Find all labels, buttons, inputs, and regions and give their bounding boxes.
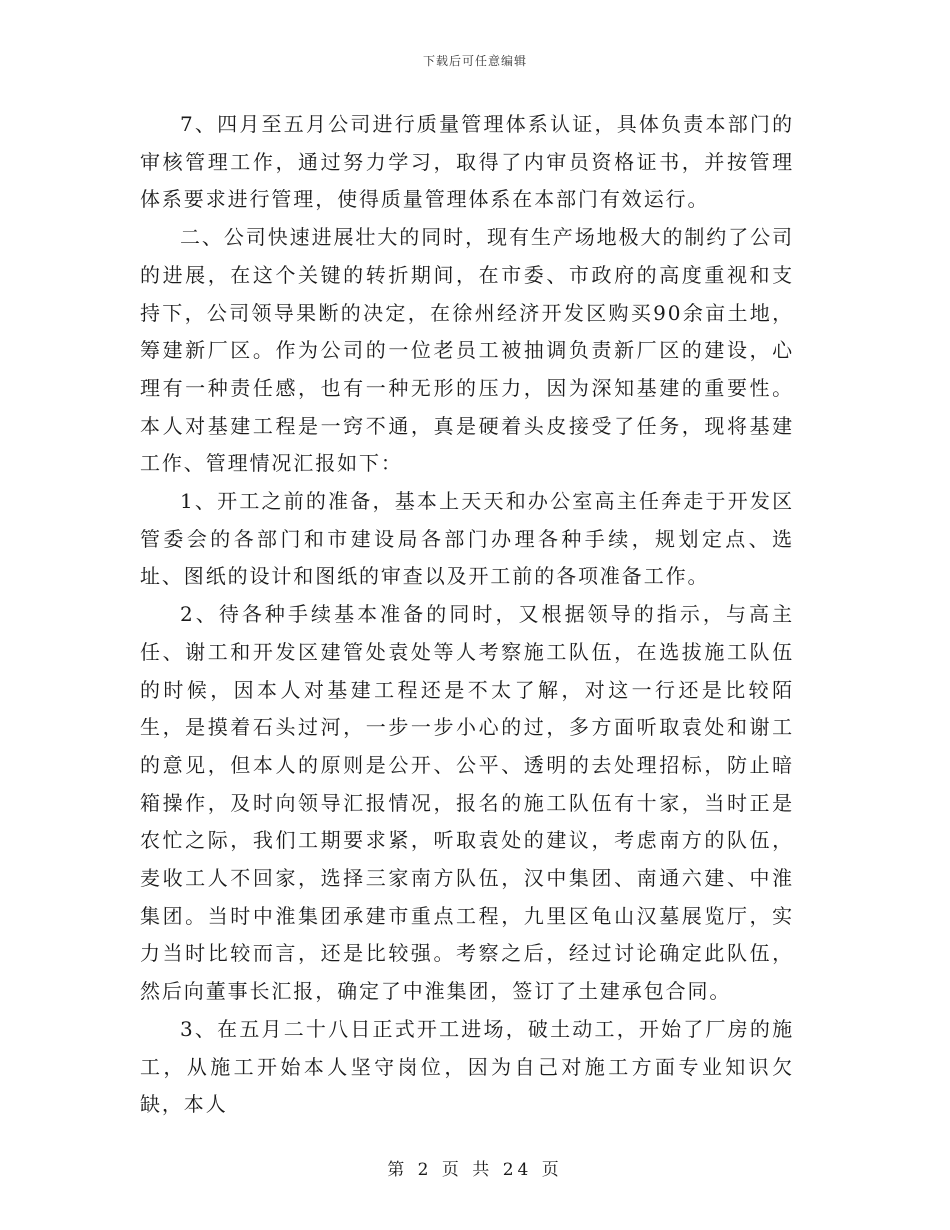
page-header: 下载后可任意编辑 [422, 54, 527, 68]
page-number-footer: 第 2 页 共 24 页 [387, 1160, 563, 1180]
paragraph-quality-certification: 7、四月至五月公司进行质量管理体系认证，具体负责本部门的审核管理工作，通过努力学习，取得了内审员资格证书，并按管理体系要求进行管理，使得质量管理体系在本部门有效运行。 [140, 112, 794, 212]
paragraph-construction-start: 3、在五月二十八日正式开工进场，破土动工，开始了厂房的施工，从施工开始本人坚守岗位，因为自己对施工方面专业知识欠缺，本人 [140, 1016, 794, 1117]
paragraph-preparation: 1、开工之前的准备，基本上天天和办公室高主任奔走于开发区管委会的各部门和市建设局各部门办理各种手续，规划定点、选址、图纸的设计和图纸的审查以及开工前的各项准备工作。 [140, 489, 794, 589]
paragraph-contractor-selection: 2、待各种手续基本准备的同时，又根据领导的指示，与高主任、谢工和开发区建管处袁处等人考察施工队伍，在选拔施工队伍的时候，因本人对基建工程还是不太了解，对这一行还是比较陌生，是摸着石头过河，一步一步小心的过，多方面听取袁处和谢工的意见，但本人的原则是公开、公平、透明的去处理招标，防止暗箱操作，及时向领导汇报情况，报名的施工队伍有十家，当时正是农忙之际，我们工期要求紧，听取袁处的建议，考虑南方的队伍，麦收工人不回家，选择三家南方队伍，汉中集团、南通六建、中淮集团。当时中淮集团承建市重点工程，九里区龟山汉墓展览厅，实力当时比较而言，还是比较强。考察之后，经过讨论确定此队伍，然后向董事长汇报，确定了中淮集团，签订了土建承包合同。 [140, 602, 794, 1004]
document-body [140, 106, 794, 1124]
paragraph-new-plant: 二、公司快速进展壮大的同时，现有生产场地极大的制约了公司的进展，在这个关键的转折期间，在市委、市政府的高度重视和支持下，公司领导果断的决定，在徐州经济开发区购买90余亩土地，筹建新厂区。作为公司的一位老员工被抽调负责新厂区的建设，心理有一种责任感，也有一种无形的压力，因为深知基建的重要性。本人对基建工程是一窍不通，真是硬着头皮接受了任务，现将基建工作、管理情况汇报如下： [140, 225, 794, 476]
